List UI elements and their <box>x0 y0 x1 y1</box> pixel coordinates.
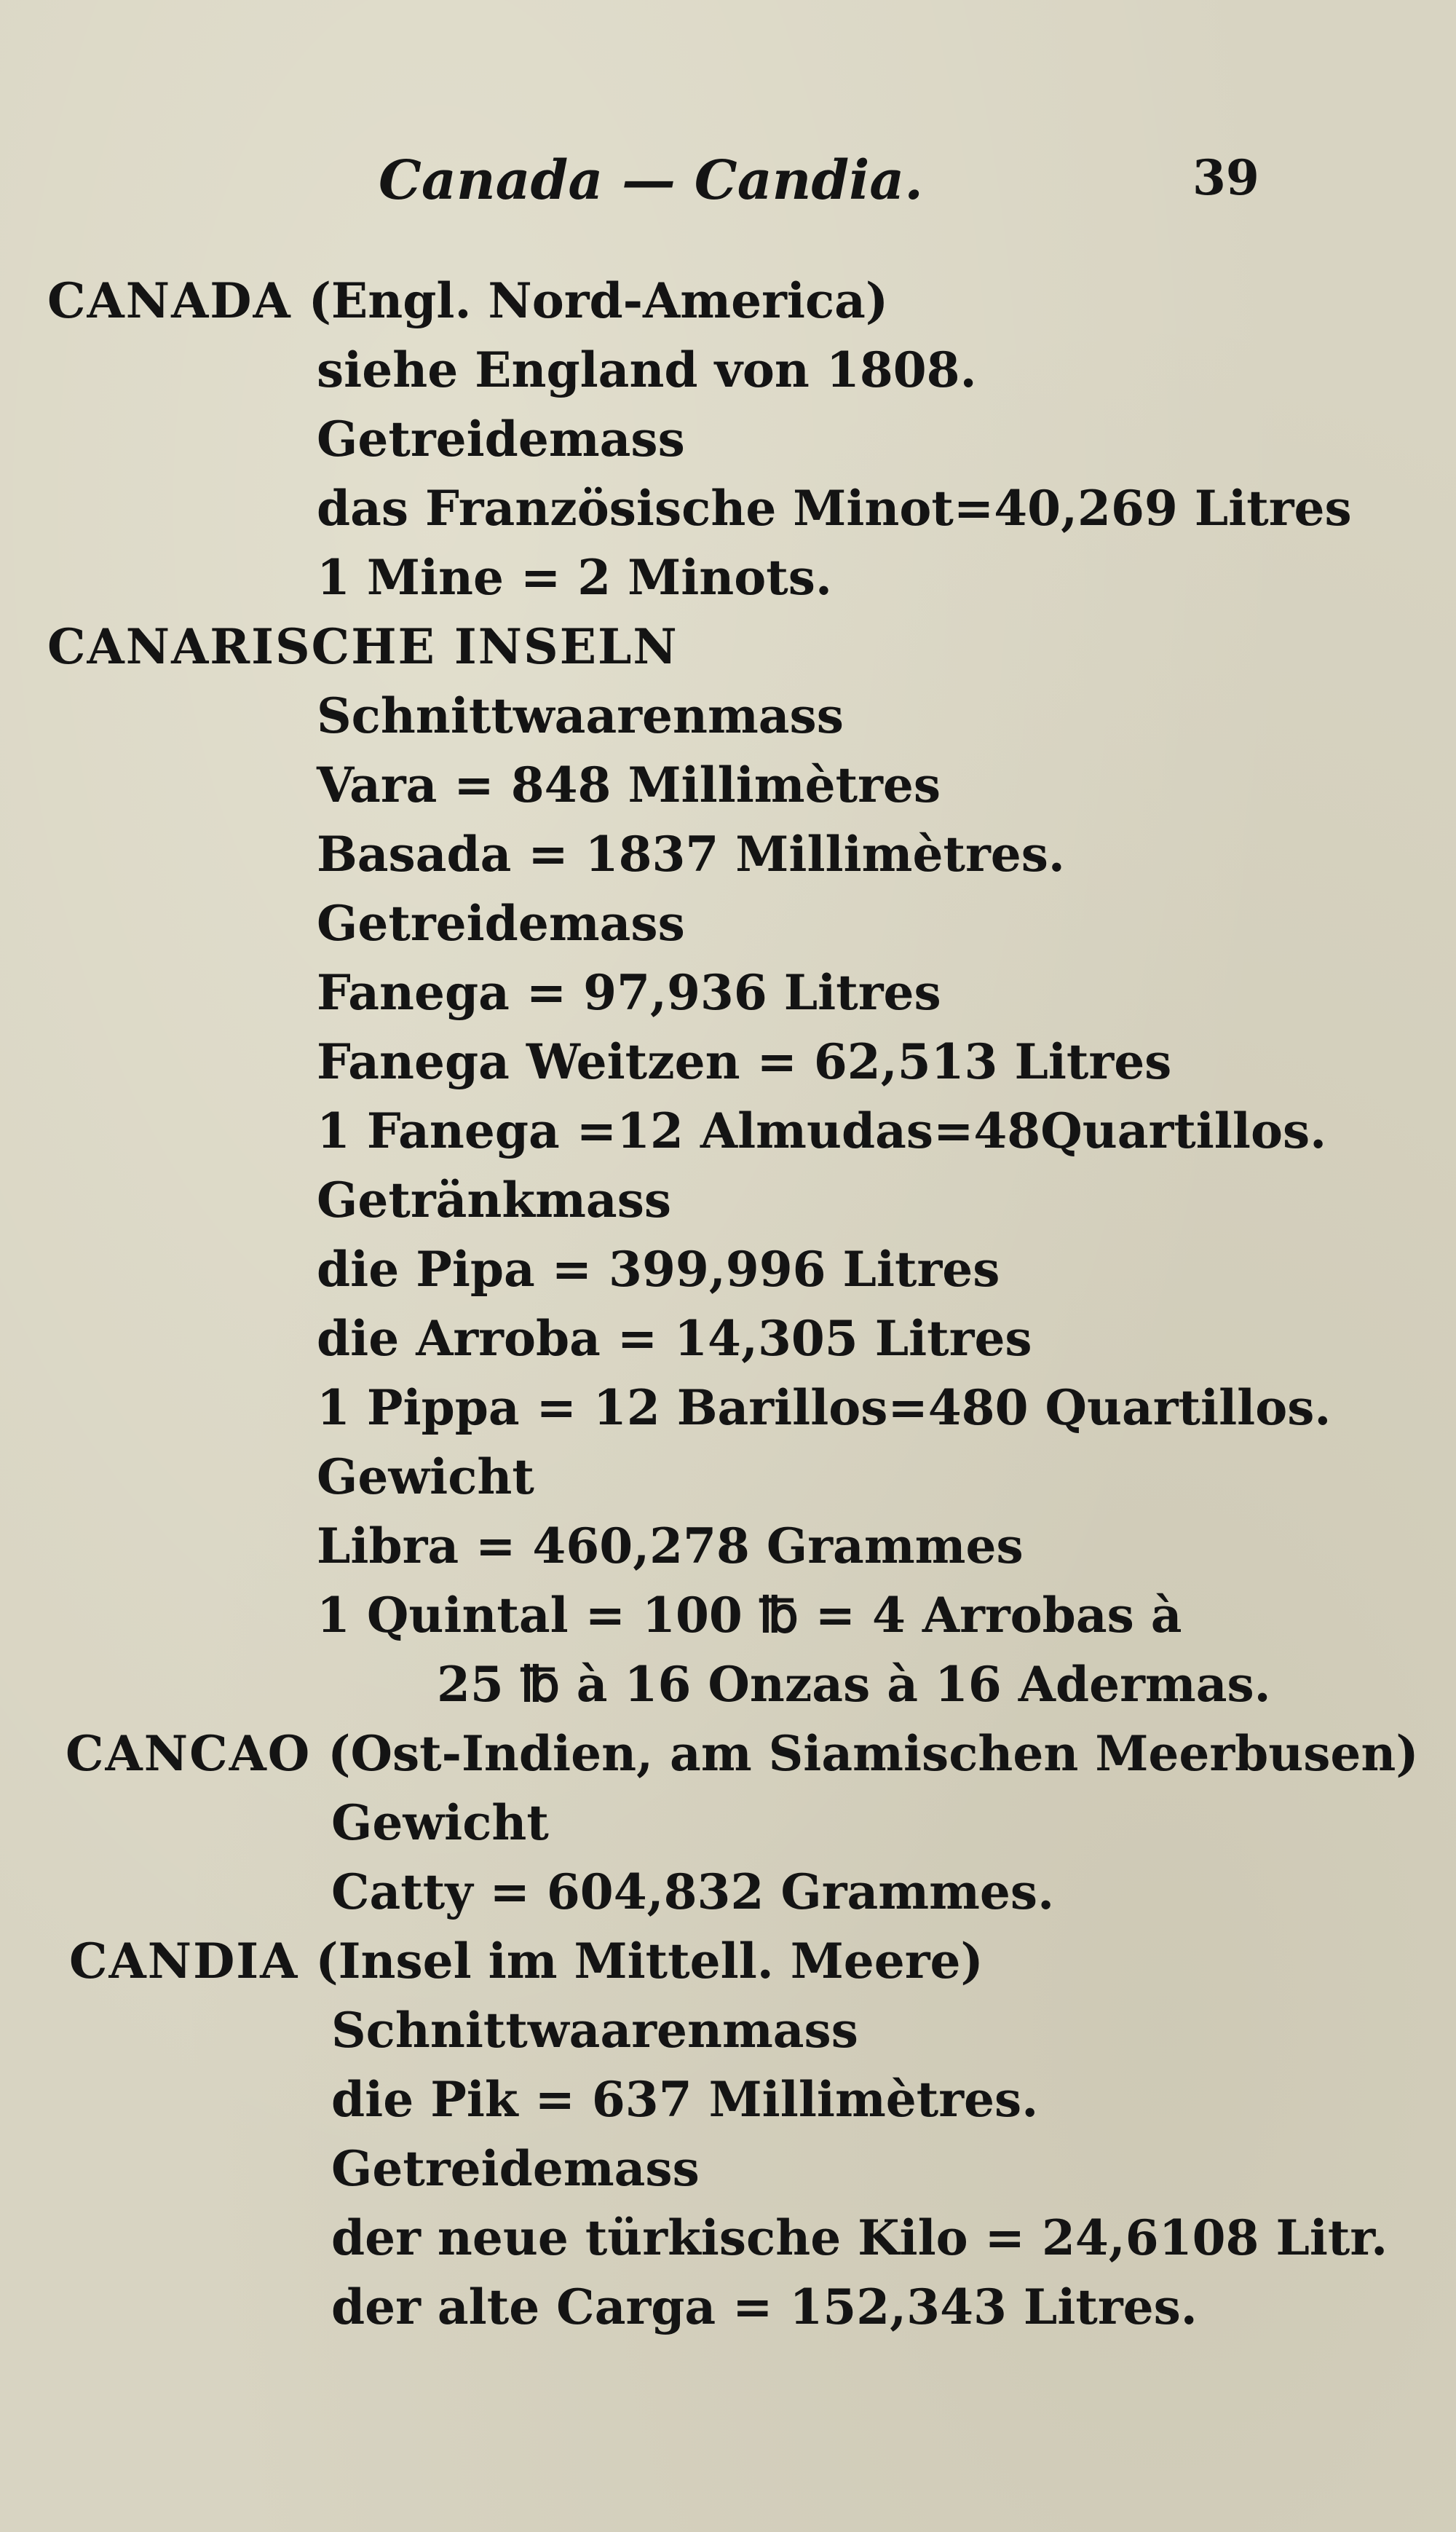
entry-line: Vara = 848 Millimètres <box>317 757 941 813</box>
entry-line: Fanega Weitzen = 62,513 Litres <box>317 1033 1172 1090</box>
entry-line: Basada = 1837 Millimètres. <box>317 826 1065 883</box>
entry-note: (Engl. Nord-America) <box>308 272 889 329</box>
entry-line: 1 Pippa = 12 Barillos=480 Quartillos. <box>317 1379 1332 1436</box>
entry-line: Getreidemass <box>317 411 685 468</box>
page-number: 39 <box>1192 149 1259 206</box>
entry-line: Fanega = 97,936 Litres <box>317 964 941 1021</box>
entry-heading <box>47 618 678 675</box>
entry-line: 25 ℔ à 16 Onzas à 16 Adermas. <box>437 1656 1271 1713</box>
entry-line: das Französische Minot=40,269 Litres <box>317 480 1352 537</box>
entry-line: Schnittwaarenmass <box>331 2002 858 2059</box>
entry-line: Getränkmass <box>317 1172 672 1228</box>
entry-name: CANARISCHE INSELN <box>47 618 678 675</box>
running-title: Canada — Candia. <box>379 149 924 212</box>
entry-line: der neue türkische Kilo = 24,6108 Litr. <box>331 2209 1388 2266</box>
entry-heading <box>69 1933 984 1989</box>
entry-heading <box>47 272 889 329</box>
entry-note: (Insel im Mittell. Meere) <box>315 1933 984 1989</box>
entry-name: CANADA <box>47 272 292 329</box>
entry-line: die Pipa = 399,996 Litres <box>317 1241 1000 1298</box>
entry-name: CANCAO <box>66 1725 312 1782</box>
entry-line: 1 Quintal = 100 ℔ = 4 Arrobas à <box>317 1587 1182 1644</box>
entry-line: die Arroba = 14,305 Litres <box>317 1310 1032 1367</box>
entry-note: (Ost-Indien, am Siamischen Meerbusen) <box>328 1725 1419 1782</box>
entry-heading <box>66 1725 1419 1782</box>
entry-line: siehe England von 1808. <box>317 342 977 398</box>
running-header <box>0 149 1456 229</box>
entry-line: Schnittwaarenmass <box>317 687 844 744</box>
entry-line: der alte Carga = 152,343 Litres. <box>331 2279 1198 2335</box>
entry-name: CANDIA <box>69 1933 299 1989</box>
entry-line: die Pik = 637 Millimètres. <box>331 2071 1039 2128</box>
entry-line: Gewicht <box>317 1448 534 1505</box>
entry-line: Gewicht <box>331 1794 549 1851</box>
entry-line: Catty = 604,832 Grammes. <box>331 1863 1055 1920</box>
entry-line: 1 Mine = 2 Minots. <box>317 549 832 606</box>
entry-line: Getreidemass <box>331 2140 700 2197</box>
entry-line: 1 Fanega =12 Almudas=48Quartillos. <box>317 1103 1327 1159</box>
entry-line: Libra = 460,278 Grammes <box>317 1518 1024 1574</box>
entry-line: Getreidemass <box>317 895 685 952</box>
